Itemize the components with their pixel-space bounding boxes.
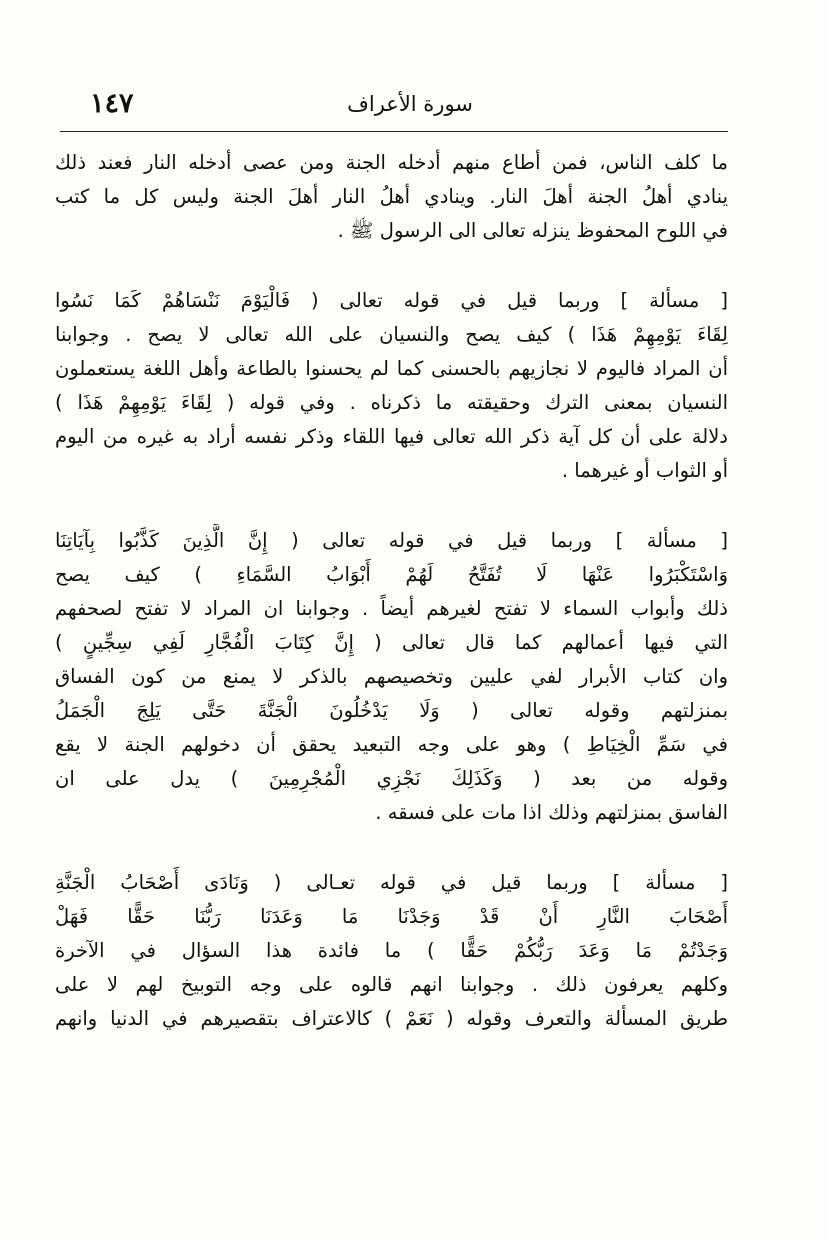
text-line: ذلك وأبواب السماء لا تفتح لغيرهم أيضاً . وجوابنا ان المراد لا تفتح لصحفهم — [55, 597, 728, 620]
text-line: النسيان بمعنى الترك وحقيقته ما ذكرناه . وفي قوله ( لِقَاءَ يَوْمِهِمْ هَذَا ) — [55, 391, 728, 414]
page-body — [55, 146, 728, 1036]
text-line: طريق المسألة والتعرف وقوله ( نَعَمْ ) كالاعتراف بتقصيرهم في الدنيا وانهم — [55, 1007, 728, 1030]
paragraph-gap — [55, 488, 728, 524]
text-line: في سَمِّ الْخِيَاطِ ) وهو على وجه التبعيد يحقق أن دخولهم الجنة لا يقع — [55, 733, 728, 756]
text-line: [ مسألة ] وربما قيل في قوله تعالى ( إِنَّ الَّذِينَ كَذَّبُوا بِآيَاتِنَا — [55, 529, 728, 552]
paragraph-issue-3 — [55, 866, 728, 1036]
text-line: ينادي أهلُ الجنة أهلَ النار. وينادي أهلُ النار أهلَ الجنة وليس كل ما كتب — [55, 185, 728, 208]
text-line: [ مسألة ] وربما قيل في قوله تعـالى ( وَنَادَى أَصْحَابُ الْجَنَّةِ — [55, 871, 728, 894]
paragraph-issue-2 — [55, 524, 728, 830]
paragraph-issue-1 — [55, 284, 728, 488]
text-line: أن المراد فاليوم لا نجازيهم بالحسنى كما لم يحسنوا بالطاعة وأهل اللغة يستعملون — [55, 357, 728, 380]
text-line: أَصْحَابَ النَّارِ أَنْ قَدْ وَجَدْنَا مَا وَعَدَنَا رَبُّنَا حَقًّا فَهَلْ — [55, 905, 728, 928]
text-line: التي فيها أعمالهم كما قال تعالى ( إِنَّ كِتَابَ الْفُجَّارِ لَفِي سِجِّينٍ ) — [55, 631, 728, 654]
text-line: لِقَاءَ يَوْمِهِمْ هَذَا ) كيف يصح والنسيان على الله تعالى لا يصح . وجوابنا — [55, 323, 728, 346]
text-line: في اللوح المحفوظ ينزله تعالى الى الرسول ﷺ . — [337, 219, 728, 242]
text-line: أو الثواب أو غيرهما . — [561, 459, 728, 482]
paragraph-gap — [55, 248, 728, 284]
text-line: [ مسألة ] وربما قيل في قوله تعالى ( فَالْيَوْمَ نَنْسَاهُمْ كَمَا نَسُوا — [55, 289, 728, 312]
header-rule — [60, 131, 728, 132]
text-line: ما كلف الناس، فمن أطاع منهم أدخله الجنة ومن عصى أدخله النار فعند ذلك — [55, 151, 728, 174]
text-line: وان كتاب الأبرار لفي عليين وتخصيصهم بالذكر لا يمنع من كون الفساق — [55, 665, 728, 688]
text-line: وَجَدْتُمْ مَا وَعَدَ رَبُّكُمْ حَقًّا ) ما فائدة هذا السؤال في الآخرة — [55, 939, 728, 962]
running-title: سورة الأعراف — [347, 92, 473, 116]
paragraph-continuation — [55, 146, 728, 248]
text-line: الفاسق بمنزلتهم وذلك اذا مات على فسقه . — [375, 801, 728, 824]
page-number: ١٤٧ — [90, 88, 134, 119]
text-line: وكلهم يعرفون ذلك . وجوابنا انهم قالوه على وجه التوبيخ لهم لا على — [55, 973, 728, 996]
text-line: وَاسْتَكْبَرُوا عَنْهَا لَا تُفَتَّحُ لَهُمْ أَبْوَابُ السَّمَاءِ ) كيف يصح — [55, 563, 728, 586]
text-line: دلالة على أن كل آية ذكر الله تعالى فيها اللقاء وذكر نفسه أراد به غيره من اليوم — [55, 425, 728, 448]
text-line: بمنزلتهم وقوله تعالى ( وَلَا يَدْخُلُونَ الْجَنَّةَ حَتَّى يَلِجَ الْجَمَلُ — [55, 699, 728, 722]
text-line: وقوله من بعد ( وَكَذَلِكَ نَجْزِي الْمُجْرِمِينَ ) يدل على ان — [55, 767, 728, 790]
paragraph-gap — [55, 830, 728, 866]
page-header — [90, 88, 730, 122]
